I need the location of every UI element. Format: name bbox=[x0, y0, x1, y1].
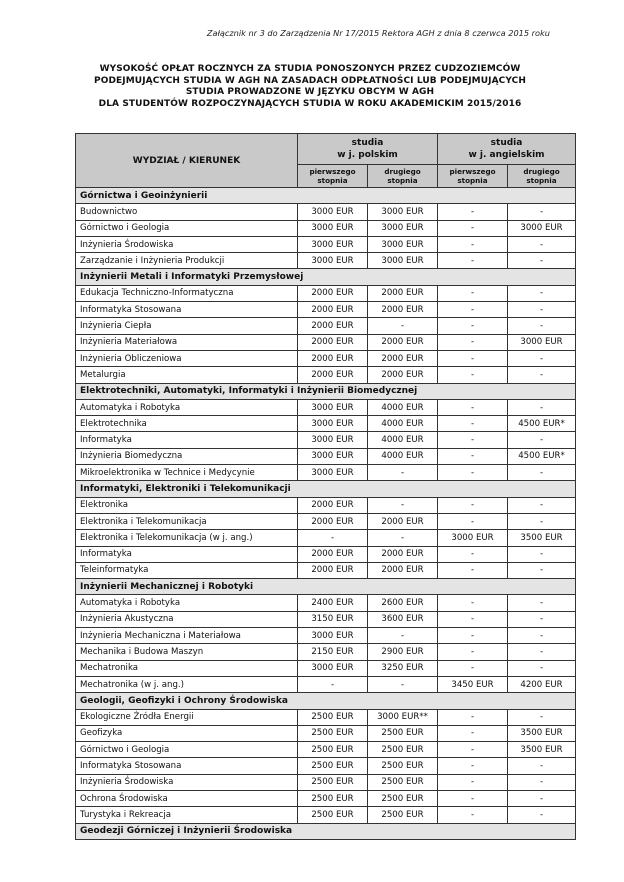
faculty-name: Górnictwa i Geoinżynierii bbox=[76, 188, 576, 204]
program-name: Ekologiczne Źródła Energii bbox=[76, 709, 298, 725]
table-row bbox=[76, 595, 576, 611]
fee-english-first: - bbox=[438, 302, 508, 318]
program-name: Automatyka i Robotyka bbox=[76, 399, 298, 415]
fee-polish-first: 2500 EUR bbox=[298, 742, 368, 758]
header-line: stopnia bbox=[317, 176, 348, 185]
fee-polish-second: 3000 EUR bbox=[368, 236, 438, 252]
fee-english-first: - bbox=[438, 416, 508, 432]
fee-english-first: - bbox=[438, 562, 508, 578]
fee-polish-first: 2000 EUR bbox=[298, 497, 368, 513]
program-name: Inżynieria Mechaniczna i Materiałowa bbox=[76, 628, 298, 644]
program-name: Budownictwo bbox=[76, 204, 298, 220]
table-row bbox=[76, 513, 576, 529]
table-row bbox=[76, 448, 576, 464]
fee-english-first: - bbox=[438, 742, 508, 758]
fee-english-second: - bbox=[508, 758, 576, 774]
fee-english-second: - bbox=[508, 790, 576, 806]
header-line: stopnia bbox=[387, 176, 418, 185]
fee-english-second: - bbox=[508, 318, 576, 334]
fee-polish-second: - bbox=[368, 497, 438, 513]
title-line: PODEJMUJĄCYCH STUDIA W AGH NA ZASADACH ODPŁATNOŚCI LUB PODEJMUJĄCYCH bbox=[94, 75, 526, 86]
fee-english-first: - bbox=[438, 774, 508, 790]
table-row bbox=[76, 530, 576, 546]
fee-polish-second: 2000 EUR bbox=[368, 302, 438, 318]
fee-polish-first: 2500 EUR bbox=[298, 758, 368, 774]
program-name: Inżynieria Akustyczna bbox=[76, 611, 298, 627]
program-name: Zarządzanie i Inżynieria Produkcji bbox=[76, 253, 298, 269]
program-name: Górnictwo i Geologia bbox=[76, 742, 298, 758]
fee-polish-first: 3000 EUR bbox=[298, 253, 368, 269]
program-name: Informatyka Stosowana bbox=[76, 302, 298, 318]
fee-english-second: - bbox=[508, 595, 576, 611]
table-row bbox=[76, 497, 576, 513]
fee-polish-first: 2500 EUR bbox=[298, 807, 368, 823]
fee-english-first: - bbox=[438, 465, 508, 481]
fee-english-first: - bbox=[438, 367, 508, 383]
fee-english-second: 4200 EUR bbox=[508, 676, 576, 692]
fee-english-first: - bbox=[438, 725, 508, 741]
annex-note: Załącznik nr 3 do Zarządzenia Nr 17/2015 Rektora AGH z dnia 8 czerwca 2015 roku bbox=[206, 28, 550, 38]
header-line: drugiego bbox=[384, 167, 421, 176]
fee-polish-second: 3000 EUR bbox=[368, 253, 438, 269]
table-row bbox=[76, 334, 576, 350]
fee-polish-second: 2000 EUR bbox=[368, 367, 438, 383]
fee-english-first: - bbox=[438, 253, 508, 269]
fee-polish-second: 3600 EUR bbox=[368, 611, 438, 627]
fee-english-first: - bbox=[438, 318, 508, 334]
fees-table bbox=[75, 133, 576, 840]
table-row bbox=[76, 367, 576, 383]
fee-polish-second: 4000 EUR bbox=[368, 432, 438, 448]
fee-english-first: - bbox=[438, 546, 508, 562]
program-name: Edukacja Techniczno-Informatyczna bbox=[76, 285, 298, 301]
program-name: Elektronika i Telekomunikacja (w j. ang.) bbox=[76, 530, 298, 546]
fee-english-second: 4500 EUR* bbox=[508, 448, 576, 464]
fee-polish-second: 2500 EUR bbox=[368, 790, 438, 806]
fee-polish-first: 2000 EUR bbox=[298, 513, 368, 529]
program-name: Elektronika i Telekomunikacja bbox=[76, 513, 298, 529]
fee-english-first: - bbox=[438, 611, 508, 627]
fee-polish-first: 2000 EUR bbox=[298, 334, 368, 350]
fee-polish-second: 3250 EUR bbox=[368, 660, 438, 676]
fee-polish-first: 3000 EUR bbox=[298, 465, 368, 481]
fee-english-first: - bbox=[438, 350, 508, 366]
program-name: Inżynieria Biomedyczna bbox=[76, 448, 298, 464]
faculty-section-row bbox=[76, 481, 576, 497]
table-row bbox=[76, 253, 576, 269]
fee-polish-first: 2500 EUR bbox=[298, 790, 368, 806]
fee-polish-first: - bbox=[298, 676, 368, 692]
program-name: Teleinformatyka bbox=[76, 562, 298, 578]
header-line: stopnia bbox=[457, 176, 488, 185]
fee-english-first: - bbox=[438, 432, 508, 448]
polish-second-degree-header bbox=[368, 165, 438, 188]
program-name: Inżynieria Materiałowa bbox=[76, 334, 298, 350]
fee-english-first: - bbox=[438, 497, 508, 513]
fee-polish-second: 3000 EUR** bbox=[368, 709, 438, 725]
table-row bbox=[76, 790, 576, 806]
fee-english-first: - bbox=[438, 220, 508, 236]
fee-polish-first: 2500 EUR bbox=[298, 725, 368, 741]
table-row bbox=[76, 725, 576, 741]
fee-polish-first: 2000 EUR bbox=[298, 367, 368, 383]
table-row bbox=[76, 350, 576, 366]
fee-english-second: - bbox=[508, 709, 576, 725]
fee-polish-second: 4000 EUR bbox=[368, 399, 438, 415]
faculty-section-row bbox=[76, 383, 576, 399]
title-line: WYSOKOŚĆ OPŁAT ROCZNYCH ZA STUDIA PONOSZONYCH PRZEZ CUDZOZIEMCÓW bbox=[99, 64, 521, 74]
program-name: Inżynieria Środowiska bbox=[76, 774, 298, 790]
fee-polish-first: 2400 EUR bbox=[298, 595, 368, 611]
fee-english-second: - bbox=[508, 253, 576, 269]
faculty-name: Elektrotechniki, Automatyki, Informatyki i Inżynierii Biomedycznej bbox=[76, 383, 576, 399]
fee-polish-first: 3000 EUR bbox=[298, 660, 368, 676]
program-name: Informatyka bbox=[76, 546, 298, 562]
fee-english-second: - bbox=[508, 807, 576, 823]
faculty-name: Inżynierii Metali i Informatyki Przemysłowej bbox=[76, 269, 576, 285]
fee-polish-first: - bbox=[298, 530, 368, 546]
header-line: pierwszego bbox=[449, 167, 496, 176]
fee-english-second: - bbox=[508, 774, 576, 790]
fee-english-second: - bbox=[508, 367, 576, 383]
program-name: Elektronika bbox=[76, 497, 298, 513]
fee-polish-second: 4000 EUR bbox=[368, 416, 438, 432]
faculty-section-row bbox=[76, 188, 576, 204]
fee-english-first: - bbox=[438, 790, 508, 806]
fee-polish-second: 2000 EUR bbox=[368, 513, 438, 529]
table-row bbox=[76, 676, 576, 692]
fee-polish-second: 3000 EUR bbox=[368, 204, 438, 220]
table-row bbox=[76, 611, 576, 627]
fee-english-second: 3500 EUR bbox=[508, 530, 576, 546]
fee-english-first: - bbox=[438, 448, 508, 464]
table-row bbox=[76, 807, 576, 823]
table-row bbox=[76, 318, 576, 334]
table-row bbox=[76, 302, 576, 318]
fee-polish-second: - bbox=[368, 530, 438, 546]
faculty-name: Geodezji Górniczej i Inżynierii Środowiska bbox=[76, 823, 576, 839]
fee-english-first: - bbox=[438, 709, 508, 725]
program-name: Inżynieria Ciepła bbox=[76, 318, 298, 334]
header-line: studia bbox=[351, 138, 384, 148]
fee-english-second: - bbox=[508, 285, 576, 301]
fees-table-body bbox=[76, 188, 576, 840]
fee-polish-first: 3000 EUR bbox=[298, 236, 368, 252]
table-row bbox=[76, 204, 576, 220]
fee-polish-second: 2000 EUR bbox=[368, 334, 438, 350]
fee-english-second: 4500 EUR* bbox=[508, 416, 576, 432]
table-row bbox=[76, 432, 576, 448]
english-studies-header bbox=[438, 134, 576, 165]
fee-english-first: - bbox=[438, 236, 508, 252]
program-name: Informatyka bbox=[76, 432, 298, 448]
fee-polish-second: 2000 EUR bbox=[368, 562, 438, 578]
table-row bbox=[76, 562, 576, 578]
fee-english-first: - bbox=[438, 628, 508, 644]
fee-polish-first: 3150 EUR bbox=[298, 611, 368, 627]
fee-polish-second: - bbox=[368, 676, 438, 692]
fee-english-first: - bbox=[438, 204, 508, 220]
program-name: Automatyka i Robotyka bbox=[76, 595, 298, 611]
fee-english-second: - bbox=[508, 546, 576, 562]
table-row bbox=[76, 628, 576, 644]
program-name: Ochrona Środowiska bbox=[76, 790, 298, 806]
fee-polish-second: - bbox=[368, 465, 438, 481]
fee-polish-second: 4000 EUR bbox=[368, 448, 438, 464]
fee-polish-second: 2000 EUR bbox=[368, 285, 438, 301]
fee-english-second: - bbox=[508, 611, 576, 627]
table-row bbox=[76, 758, 576, 774]
fee-english-second: - bbox=[508, 660, 576, 676]
faculty-name: Geologii, Geofizyki i Ochrony Środowiska bbox=[76, 693, 576, 709]
fee-polish-first: 3000 EUR bbox=[298, 399, 368, 415]
program-name: Elektrotechnika bbox=[76, 416, 298, 432]
english-second-degree-header bbox=[508, 165, 576, 188]
header-line: drugiego bbox=[523, 167, 560, 176]
program-name: Mechatronika bbox=[76, 660, 298, 676]
table-row bbox=[76, 285, 576, 301]
fee-english-second: - bbox=[508, 204, 576, 220]
table-row bbox=[76, 546, 576, 562]
fee-english-second: - bbox=[508, 562, 576, 578]
fee-polish-first: 2000 EUR bbox=[298, 350, 368, 366]
document-title bbox=[60, 64, 560, 110]
fee-polish-first: 2000 EUR bbox=[298, 318, 368, 334]
fee-english-second: - bbox=[508, 236, 576, 252]
polish-first-degree-header bbox=[298, 165, 368, 188]
table-row bbox=[76, 644, 576, 660]
header-line: stopnia bbox=[526, 176, 557, 185]
program-name: Informatyka Stosowana bbox=[76, 758, 298, 774]
polish-studies-header bbox=[298, 134, 438, 165]
table-row bbox=[76, 660, 576, 676]
fee-english-first: - bbox=[438, 758, 508, 774]
program-name: Geofizyka bbox=[76, 725, 298, 741]
fee-polish-second: - bbox=[368, 318, 438, 334]
fee-english-first: 3450 EUR bbox=[438, 676, 508, 692]
header-line: w j. angielskim bbox=[468, 150, 545, 160]
table-row bbox=[76, 416, 576, 432]
fee-polish-first: 3000 EUR bbox=[298, 220, 368, 236]
fee-polish-second: 2000 EUR bbox=[368, 546, 438, 562]
faculty-name: Inżynierii Mechanicznej i Robotyki bbox=[76, 579, 576, 595]
title-line: STUDIA PROWADZONE W JĘZYKU OBCYM W AGH bbox=[185, 87, 435, 97]
program-name: Inżynieria Obliczeniowa bbox=[76, 350, 298, 366]
fee-english-first: 3000 EUR bbox=[438, 530, 508, 546]
fee-english-second: - bbox=[508, 432, 576, 448]
fee-english-second: 3000 EUR bbox=[508, 334, 576, 350]
program-name: Mechatronika (w j. ang.) bbox=[76, 676, 298, 692]
fee-english-second: 3500 EUR bbox=[508, 742, 576, 758]
faculty-section-row bbox=[76, 269, 576, 285]
program-name: Inżynieria Środowiska bbox=[76, 236, 298, 252]
fee-polish-first: 2000 EUR bbox=[298, 302, 368, 318]
program-name: Mechanika i Budowa Maszyn bbox=[76, 644, 298, 660]
fee-english-second: - bbox=[508, 399, 576, 415]
fee-english-second: - bbox=[508, 497, 576, 513]
fee-polish-first: 2150 EUR bbox=[298, 644, 368, 660]
fee-english-first: - bbox=[438, 513, 508, 529]
fee-english-second: 3500 EUR bbox=[508, 725, 576, 741]
title-line: DLA STUDENTÓW ROZPOCZYNAJĄCYCH STUDIA W ROKU AKADEMICKIM 2015/2016 bbox=[98, 98, 522, 109]
faculty-name: Informatyki, Elektroniki i Telekomunikacji bbox=[76, 481, 576, 497]
fee-polish-first: 2000 EUR bbox=[298, 562, 368, 578]
fee-polish-first: 3000 EUR bbox=[298, 432, 368, 448]
fee-english-second: 3000 EUR bbox=[508, 220, 576, 236]
table-row bbox=[76, 236, 576, 252]
fee-english-second: - bbox=[508, 513, 576, 529]
fee-english-first: - bbox=[438, 644, 508, 660]
header-line: pierwszego bbox=[309, 167, 356, 176]
fee-english-second: - bbox=[508, 628, 576, 644]
fee-polish-second: - bbox=[368, 628, 438, 644]
fee-polish-first: 3000 EUR bbox=[298, 416, 368, 432]
fee-polish-second: 2600 EUR bbox=[368, 595, 438, 611]
table-row bbox=[76, 399, 576, 415]
fee-polish-second: 2500 EUR bbox=[368, 742, 438, 758]
header-line: w j. polskim bbox=[337, 150, 398, 160]
fee-polish-first: 2500 EUR bbox=[298, 774, 368, 790]
fee-polish-second: 2900 EUR bbox=[368, 644, 438, 660]
fee-polish-second: 2500 EUR bbox=[368, 725, 438, 741]
fee-polish-first: 3000 EUR bbox=[298, 628, 368, 644]
faculty-section-row bbox=[76, 823, 576, 839]
fee-english-second: - bbox=[508, 465, 576, 481]
fee-english-first: - bbox=[438, 399, 508, 415]
english-first-degree-header bbox=[438, 165, 508, 188]
fee-english-second: - bbox=[508, 350, 576, 366]
fee-polish-first: 2000 EUR bbox=[298, 285, 368, 301]
program-name: Mikroelektronika w Technice i Medycynie bbox=[76, 465, 298, 481]
table-row bbox=[76, 774, 576, 790]
fee-polish-first: 2500 EUR bbox=[298, 709, 368, 725]
fee-polish-second: 3000 EUR bbox=[368, 220, 438, 236]
fee-polish-first: 3000 EUR bbox=[298, 448, 368, 464]
fee-polish-second: 2500 EUR bbox=[368, 758, 438, 774]
program-name: Turystyka i Rekreacja bbox=[76, 807, 298, 823]
fee-polish-second: 2000 EUR bbox=[368, 350, 438, 366]
faculty-section-row bbox=[76, 693, 576, 709]
header-line: studia bbox=[490, 138, 523, 148]
fee-english-first: - bbox=[438, 807, 508, 823]
fee-english-first: - bbox=[438, 334, 508, 350]
fee-english-second: - bbox=[508, 302, 576, 318]
table-row bbox=[76, 220, 576, 236]
fee-english-second: - bbox=[508, 644, 576, 660]
table-row bbox=[76, 742, 576, 758]
fee-english-first: - bbox=[438, 595, 508, 611]
faculty-section-row bbox=[76, 579, 576, 595]
fee-polish-second: 2500 EUR bbox=[368, 807, 438, 823]
program-name: Górnictwo i Geologia bbox=[76, 220, 298, 236]
fee-polish-first: 3000 EUR bbox=[298, 204, 368, 220]
program-name: Metalurgia bbox=[76, 367, 298, 383]
fee-polish-first: 2000 EUR bbox=[298, 546, 368, 562]
table-row bbox=[76, 465, 576, 481]
fee-english-first: - bbox=[438, 660, 508, 676]
fee-polish-second: 2500 EUR bbox=[368, 774, 438, 790]
table-row bbox=[76, 709, 576, 725]
fee-english-first: - bbox=[438, 285, 508, 301]
faculty-header: WYDZIAŁ / KIERUNEK bbox=[76, 134, 298, 188]
